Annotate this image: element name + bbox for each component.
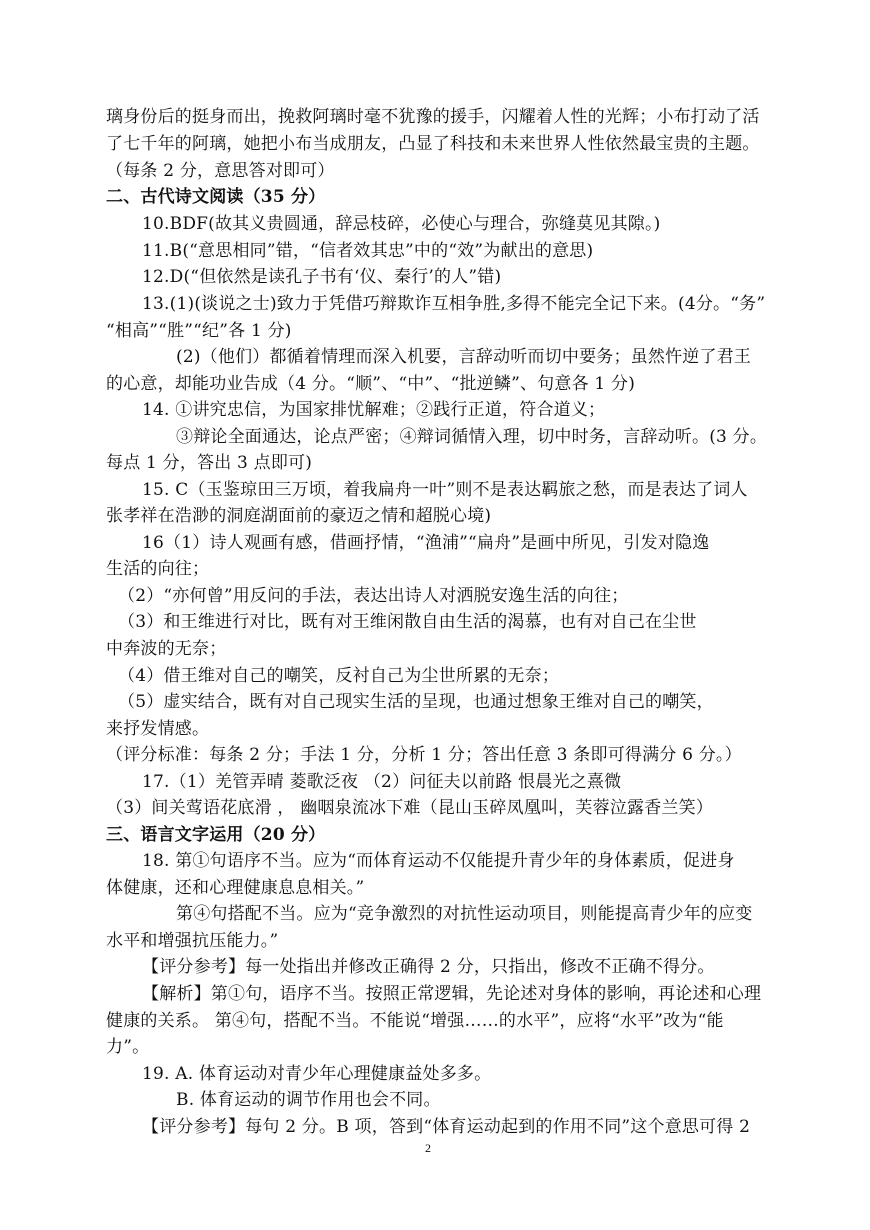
text-line: 每点 1 分，答出 3 点即可): [106, 453, 313, 473]
answer-13-1: 13.(1)(谈说之士)致力于凭借巧辩欺诈互相争胜,多得不能完全记下来。(4分。“务”: [142, 294, 766, 314]
scoring-reference: 【评分参考】每句 2 分。B 项，答到“体育运动起到的作用不同”这个意思可得 2: [142, 1117, 751, 1137]
answer-15: 15. C（玉鉴琼田三万顷，着我扁舟一叶”则不是表达羁旅之愁，而是表达了词人: [142, 480, 748, 500]
text-line: ③辩论全面通达，论点严密；④辩词循情入理，切中时务，言辞动听。(3 分。: [176, 427, 768, 447]
answer-12: 12.D(“但依然是读孔子书有‘仪、秦行’的人”错): [142, 267, 502, 287]
text-line: （每条 2 分，意思答对即可）: [106, 161, 335, 181]
text-line: 张孝祥在浩渺的洞庭湖面前的豪迈之情和超脱心境): [106, 506, 492, 526]
answer-19-b: B. 体育运动的调节作用也会不同。: [176, 1090, 441, 1110]
answer-16-3: （3）和王维进行对比，既有对王维闲散自由生活的渴慕，也有对自己在尘世: [118, 612, 697, 632]
section-heading-language-use: 三、语言文字运用（20 分）: [106, 825, 326, 845]
scoring-reference: 【评分参考】每一处指出并修改正确得 2 分，只指出，修改不正确不得分。: [142, 957, 715, 977]
text-line: 的心意，却能功业告成（4 分。“顺”、“中”、“批逆鳞”、句意各 1 分): [106, 374, 636, 394]
answer-13-2: (2)（他们）都循着情理而深入机要，言辞动听而切中要务；虽然忤逆了君王: [176, 347, 752, 367]
text-line: 生活的向往；: [106, 559, 210, 579]
text-line: 水平和增强抗压能力。”: [106, 931, 279, 951]
answer-10: 10.BDF(故其义贵圆通，辞忌枝碎，必使心与理合，弥缝莫见其隙。): [142, 214, 661, 234]
answer-16-5: （5）虚实结合，既有对自己现实生活的呈现，也通过想象王维对自己的嘲笑，: [118, 692, 714, 712]
text-line: 第④句搭配不当。应为“竞争激烈的对抗性运动项目，则能提高青少年的应变: [176, 904, 753, 924]
text-line: 璃身份后的挺身而出，挽救阿璃时毫不犹豫的援手，闪耀着人性的光辉；小布打动了活: [106, 107, 760, 127]
answer-16-4: （4）借王维对自己的嘲笑，反衬自己为尘世所累的无奈；: [118, 666, 560, 686]
answer-16-1: 16（1）诗人观画有感，借画抒情，“渔浦”“扁舟”是画中所见，引发对隐逸: [142, 533, 710, 553]
answer-18: 18. 第①句语序不当。应为“而体育运动不仅能提升青少年的身体素质，促进身: [142, 851, 735, 871]
text-line: 体健康，还和心理健康息息相关。”: [106, 878, 365, 898]
text-line: “相高”“胜”“纪”各 1 分): [106, 321, 292, 341]
answer-16-2: （2）“亦何曾”用反问的手法，表达出诗人对洒脱安逸生活的向往；: [118, 586, 629, 606]
scoring-criteria: （评分标准：每条 2 分；手法 1 分，分析 1 分；答出任意 3 条即可得满分 6 分。）: [106, 745, 742, 765]
text-line: 健康的关系。 第④句，搭配不当。不能说“增强……的水平”，应将“水平”改为“能: [106, 1011, 724, 1031]
text-line: 来抒发情感。: [106, 719, 210, 739]
text-line: 中奔波的无奈；: [106, 639, 227, 659]
section-heading-classical-poetry: 二、古代诗文阅读（35 分）: [106, 187, 326, 207]
text-line: 力”。: [106, 1037, 150, 1057]
page-number: 2: [425, 1141, 431, 1155]
answer-17: 17.（1）羌管弄晴 菱歌泛夜 （2）问征夫以前路 恨晨光之熹微: [142, 772, 622, 792]
answer-19-a: 19. A. 体育运动对青少年心理健康益处多多。: [142, 1064, 492, 1084]
answer-11: 11.B(“意思相同”错，“信者效其忠”中的“效”为献出的意思): [142, 241, 594, 261]
answer-14: 14. ①讲究忠信，为国家排忧解难；②践行正道，符合道义；: [142, 400, 606, 420]
text-line: 了七千年的阿璃，她把小布当成朋友，凸显了科技和未来世界人性依然最宝贵的主题。: [106, 134, 760, 154]
text-line: （3）间关莺语花底滑 ， 幽咽泉流冰下难（昆山玉碎凤凰叫，芙蓉泣露香兰笑）: [106, 798, 714, 818]
analysis-text: 【解析】第①句，语序不当。按照正常逻辑，先论述对身体的影响，再论述和心理: [142, 984, 762, 1004]
